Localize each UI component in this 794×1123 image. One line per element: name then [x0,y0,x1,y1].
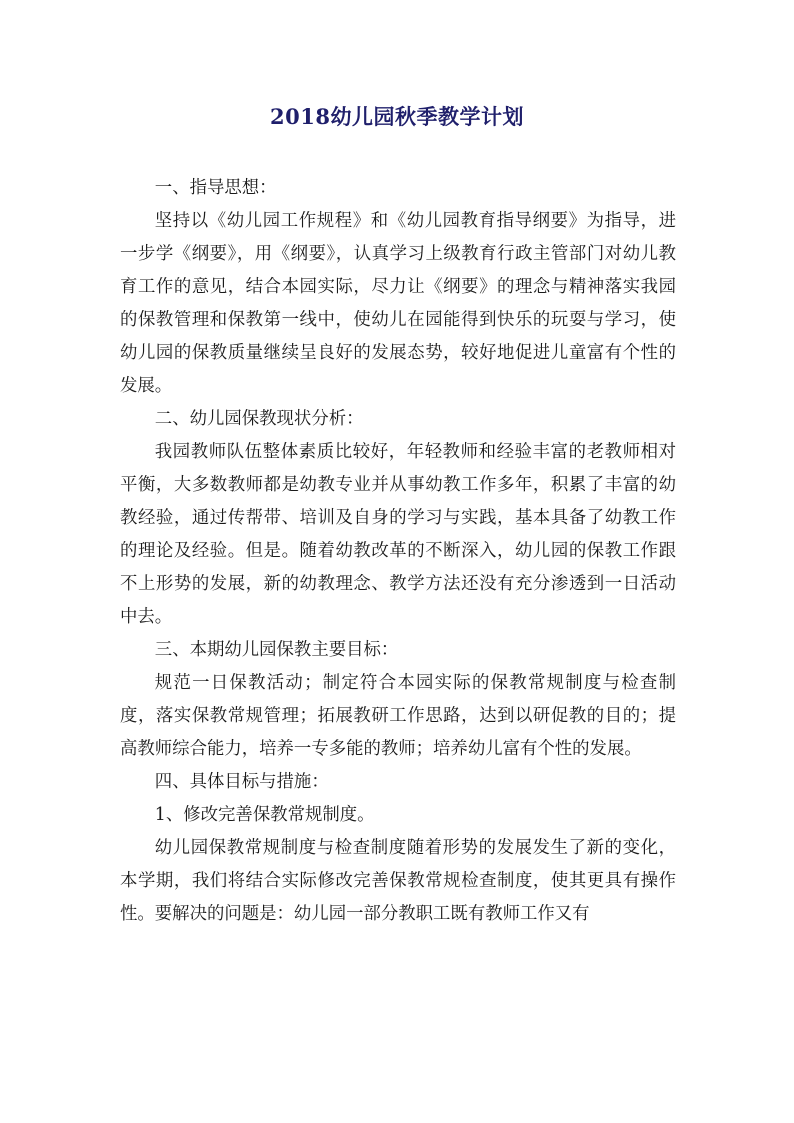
paragraph-current-analysis: 我园教师队伍整体素质比较好，年轻教师和经验丰富的老教师相对平衡，大多数教师都是幼教专业并从事幼教工作多年，积累了丰富的幼教经验，通过传帮带、培训及自身的学习与实践，基本具备了幼教工作的理论及经验。但是。随着幼教改革的不断深入，幼儿园的保教工作跟不上形势的发展，新的幼教理念、教学方法还没有充分渗透到一日活动中去。 [120,442,676,627]
section-heading-current-analysis: 二、幼儿园保教现状分析： [154,409,364,429]
document-title: 2018幼儿园秋季教学计划 [270,104,524,129]
document-body [120,172,676,931]
subheading-revise-rules: 1、修改完善保教常规制度。 [154,805,375,825]
section-heading-main-goals: 三、本期幼儿园保教主要目标： [154,640,399,660]
paragraph-guiding-thought: 坚持以《幼儿园工作规程》和《幼儿园教育指导纲要》为指导，进一步学《纲要》，用《纲要》，认真学习上级教育行政主管部门对幼儿教育工作的意见，结合本园实际，尽力让《纲要》的理念与精神落实我园的保教管理和保教第一线中，使幼儿在园能得到快乐的玩耍与学习，使幼儿园的保教质量继续呈良好的发展态势，较好地促进儿童富有个性的发展。 [120,211,676,396]
section-heading-specific-measures: 四、具体目标与措施： [154,772,329,792]
paragraph-revise-rules: 幼儿园保教常规制度与检查制度随着形势的发展发生了新的变化，本学期，我们将结合实际修改完善保教常规检查制度，使其更具有操作性。要解决的问题是：幼儿园一部分教职工既有教师工作又有 [120,838,676,924]
section-heading-guiding-thought: 一、指导思想： [154,178,277,198]
paragraph-main-goals: 规范一日保教活动；制定符合本园实际的保教常规制度与检查制度，落实保教常规管理；拓展教研工作思路，达到以研促教的目的；提高教师综合能力，培养一专多能的教师；培养幼儿富有个性的发展。 [120,673,676,759]
